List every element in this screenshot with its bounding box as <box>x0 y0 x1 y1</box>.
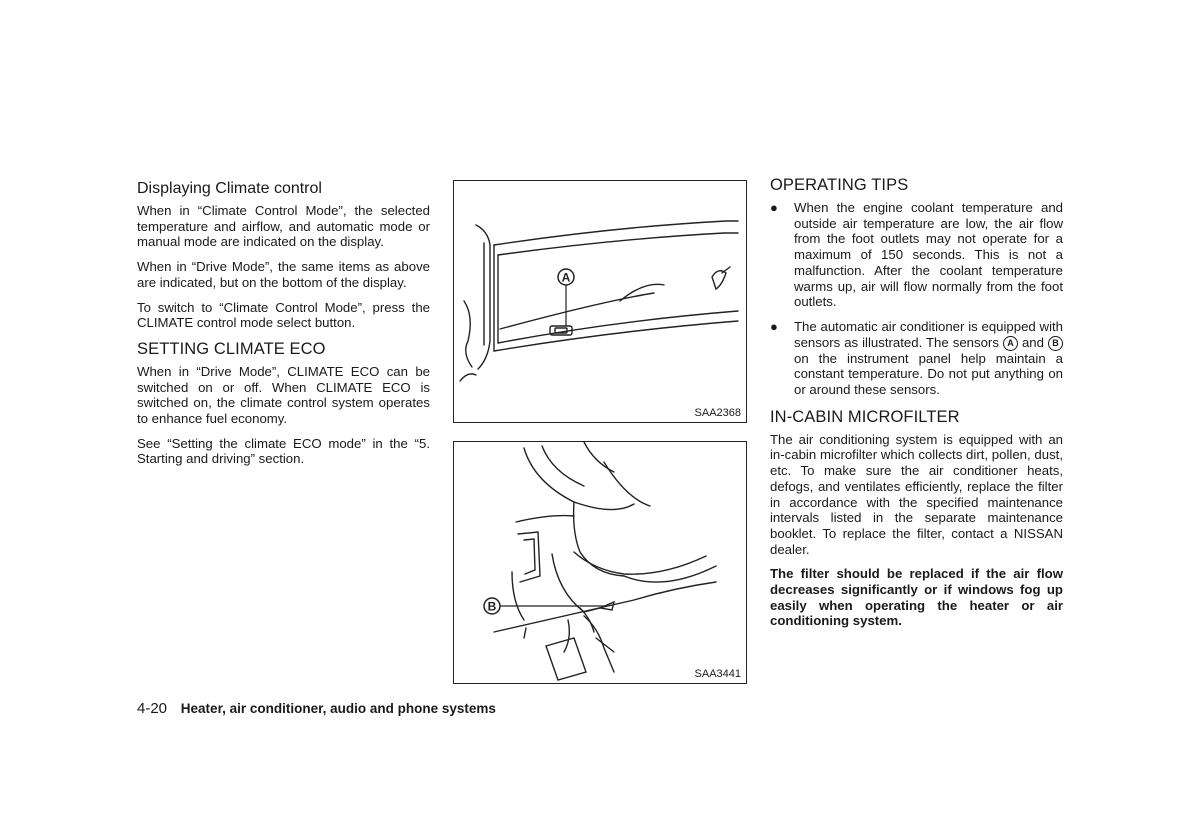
page-number: 4-20 <box>137 700 168 717</box>
tip-text: The automatic air conditioner is equipped with sensors as illustrated. The sensors <box>794 318 1063 350</box>
footwell-illustration <box>454 442 746 683</box>
figure-windshield-sensor <box>453 180 747 423</box>
left-column <box>137 180 430 476</box>
label-a: A <box>561 270 571 285</box>
figure-code: SAA3441 <box>694 668 741 680</box>
warning-paragraph: The filter should be replaced if the air flow decreases significantly or if windows fog up easily when operating the heater or air conditioning system. <box>770 566 1063 629</box>
section-title: Heater, air conditioner, audio and phone systems <box>180 701 496 716</box>
tip-text: and <box>1021 334 1044 350</box>
paragraph: When in “Climate Control Mode”, the selected temperature and airflow, and automatic mode or manual mode are indicated on the display. <box>137 203 430 250</box>
label-b: B <box>487 599 497 614</box>
bullet-icon: ● <box>770 318 778 334</box>
bullet-icon: ● <box>770 200 778 215</box>
windshield-illustration <box>454 181 746 422</box>
heading-in-cabin-microfilter: IN-CABIN MICROFILTER <box>770 407 960 426</box>
label-b-icon: B <box>1048 336 1063 351</box>
tips-list <box>770 200 1063 398</box>
paragraph: When in “Drive Mode”, the same items as above are indicated, but on the bottom of the display. <box>137 259 430 290</box>
paragraph: When in “Drive Mode”, CLIMATE ECO can be switched on or off. When CLIMATE ECO is switched on, the climate control system operates to enhance fuel economy. <box>137 363 430 427</box>
figure-code: SAA2368 <box>694 407 741 419</box>
subheading-displaying-climate-control: Displaying Climate control <box>137 180 322 197</box>
paragraph: The air conditioning system is equipped with an in-cabin microfilter which collects dirt, pollen, dust, etc. To make sure the air conditioner heats, defogs, and ventilates efficiently, replace the filter in accordance with the specified maintenance intervals listed in the separate maintenance booklet. To replace the filter, contact a NISSAN dealer. <box>770 431 1063 557</box>
list-item <box>770 319 1063 398</box>
tip-text: When the engine coolant temperature and outside air temperature are low, the air flow from the foot outlets may not operate for a maximum of 150 seconds. This is not a malfunction. After the coolant temperature warms up, air will flow normally from the foot outlets. <box>794 200 1063 310</box>
label-a-icon: A <box>1003 336 1018 351</box>
paragraph: See “Setting the climate ECO mode” in the “5. Starting and driving” section. <box>137 435 430 467</box>
right-column <box>770 176 1063 638</box>
list-item <box>770 200 1063 310</box>
heading-setting-climate-eco: SETTING CLIMATE ECO <box>137 339 326 358</box>
page-footer <box>137 700 496 717</box>
paragraph: To switch to “Climate Control Mode”, press the CLIMATE control mode select button. <box>137 299 430 331</box>
tip-text: on the instrument panel help maintain a constant temperature. Do not put anything on or around these sensors. <box>794 350 1063 398</box>
heading-operating-tips: OPERATING TIPS <box>770 176 909 194</box>
figure-footwell-sensor <box>453 441 747 684</box>
